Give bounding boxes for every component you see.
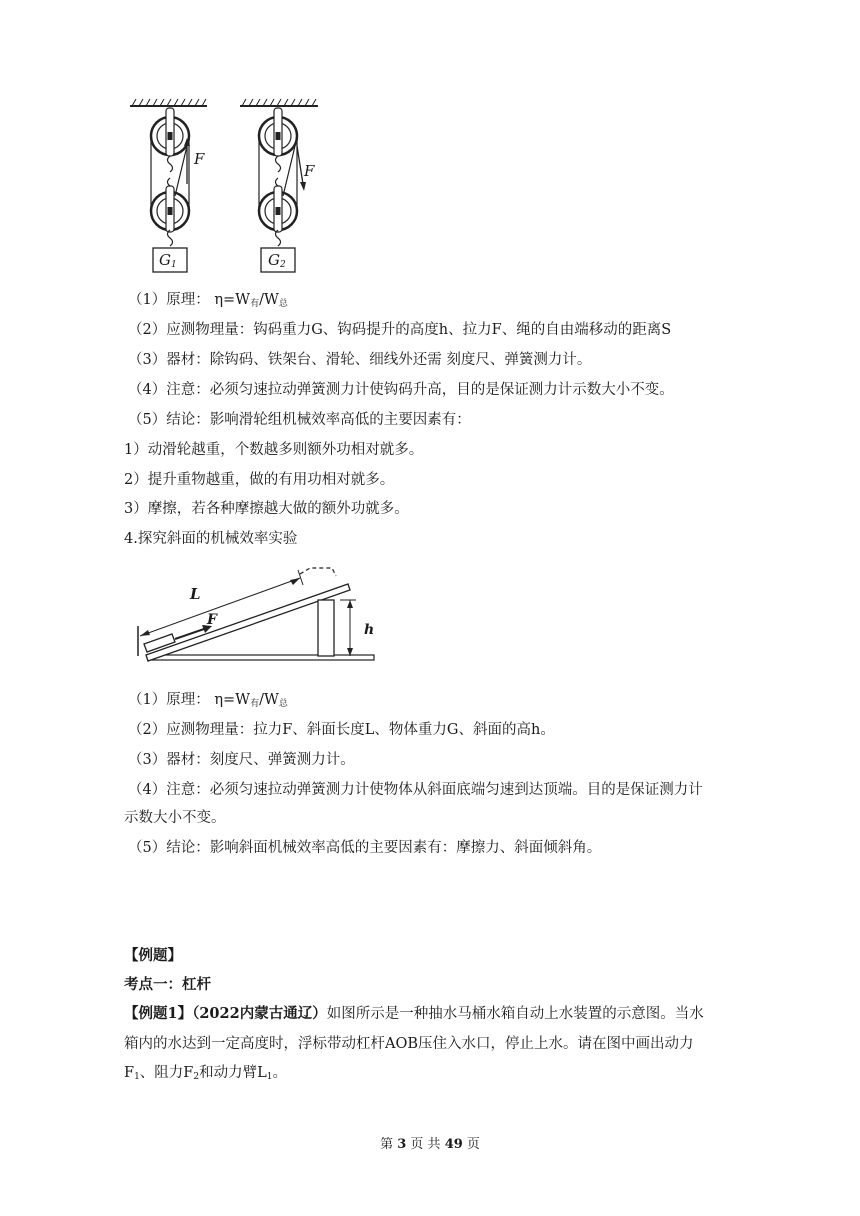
right-weight-text: G [268, 251, 280, 269]
example-label: 【例题1】 [124, 1005, 193, 1022]
example-topic: 考点一：杠杆 [124, 976, 211, 993]
incline-principle-prefix: （1）原理： η=W [128, 692, 251, 708]
pulley-principle-mid: /W [259, 292, 279, 308]
incline-principle [128, 690, 288, 714]
pulley-equipment: （3）器材：除钩码、铁架台、滑轮、细线外还需 刻度尺、弹簧测力计。 [128, 352, 592, 368]
example-heading: 【例题】 [124, 947, 182, 964]
pulley-principle-sub-useful: 有 [250, 299, 260, 309]
example-f1: F [124, 1065, 135, 1081]
example-line-2: 箱内的水达到一定高度时，浮标带动杠杆AOB压住入水口，停止上水。请在图中画出动力 [124, 1036, 694, 1052]
page-footer [0, 1133, 860, 1152]
example-end: 。 [272, 1065, 287, 1081]
incline-equipment: （3）器材：刻度尺、弹簧测力计。 [128, 752, 355, 768]
pulley-point-2: 2）提升重物越重，做的有用功相对就多。 [124, 472, 395, 488]
example-l1-sub: 1 [266, 1072, 273, 1082]
example-l1: 和动力臂L [199, 1065, 267, 1081]
right-force-label: F [304, 162, 315, 180]
pulley-principle [128, 290, 288, 314]
incline-principle-sub-useful: 有 [250, 699, 260, 709]
footer-prefix: 第 [380, 1137, 394, 1152]
right-weight-label [268, 251, 286, 270]
pulley-principle-sub-total: 总 [278, 299, 288, 309]
pulley-figure [125, 96, 325, 276]
incline-principle-mid: /W [259, 692, 279, 708]
pulley-point-3: 3）摩擦，若各种摩擦越大做的额外功就多。 [124, 501, 409, 517]
incline-note-line1: （4）注意：必须匀速拉动弹簧测力计使物体从斜面底端匀速到达顶端。目的是保证测力计 [128, 782, 703, 798]
incline-length-label: L [190, 585, 201, 603]
left-weight-sub: 1 [170, 260, 177, 270]
right-pulley-system [240, 99, 318, 272]
example-line-1 [124, 1004, 704, 1024]
left-weight-label [159, 251, 177, 270]
pulley-conclusion: （5）结论：影响滑轮组机械效率高低的主要因素有： [128, 412, 471, 428]
right-weight-sub: 2 [279, 260, 286, 270]
example-f1-sub: 1 [134, 1072, 140, 1082]
incline-conclusion: （5）结论：影响斜面机械效率高低的主要因素有：摩擦力、斜面倾斜角。 [128, 840, 602, 856]
left-force-label: F [194, 150, 205, 168]
incline-height-label: h [364, 622, 375, 638]
footer-mid: 页 共 [410, 1137, 441, 1152]
example-f2: 、阻力F [139, 1065, 194, 1081]
incline-force-label: F [207, 612, 217, 628]
incline-figure [130, 560, 380, 670]
footer-page-number: 3 [397, 1137, 407, 1152]
incline-principle-sub-total: 总 [278, 699, 288, 709]
left-pulley-system [130, 99, 207, 272]
example-line1-text: 如图所示是一种抽水马桶水箱自动上水装置的示意图。当水 [326, 1006, 704, 1022]
incline-quantities: （2）应测物理量：拉力F、斜面长度L、物体重力G、斜面的高h。 [128, 722, 555, 738]
example-f2-sub: 2 [193, 1072, 200, 1082]
incline-note-line2: 示数大小不变。 [124, 810, 226, 826]
footer-total-pages: 49 [444, 1137, 463, 1152]
example-source: （2022内蒙古通辽） [192, 1005, 327, 1022]
example-line-3 [124, 1063, 287, 1087]
pulley-principle-prefix: （1）原理： η=W [128, 292, 251, 308]
pulley-quantities: （2）应测物理量：钩码重力G、钩码提升的高度h、拉力F、绳的自由端移动的距离S [128, 322, 672, 338]
pulley-point-1: 1）动滑轮越重，个数越多则额外功相对就多。 [124, 442, 424, 458]
incline-heading: 4.探究斜面的机械效率实验 [124, 531, 298, 547]
pulley-note: （4）注意：必须匀速拉动弹簧测力计使钩码升高，目的是保证测力计示数大小不变。 [128, 382, 674, 398]
footer-suffix: 页 [466, 1137, 480, 1152]
left-weight-text: G [159, 251, 171, 269]
